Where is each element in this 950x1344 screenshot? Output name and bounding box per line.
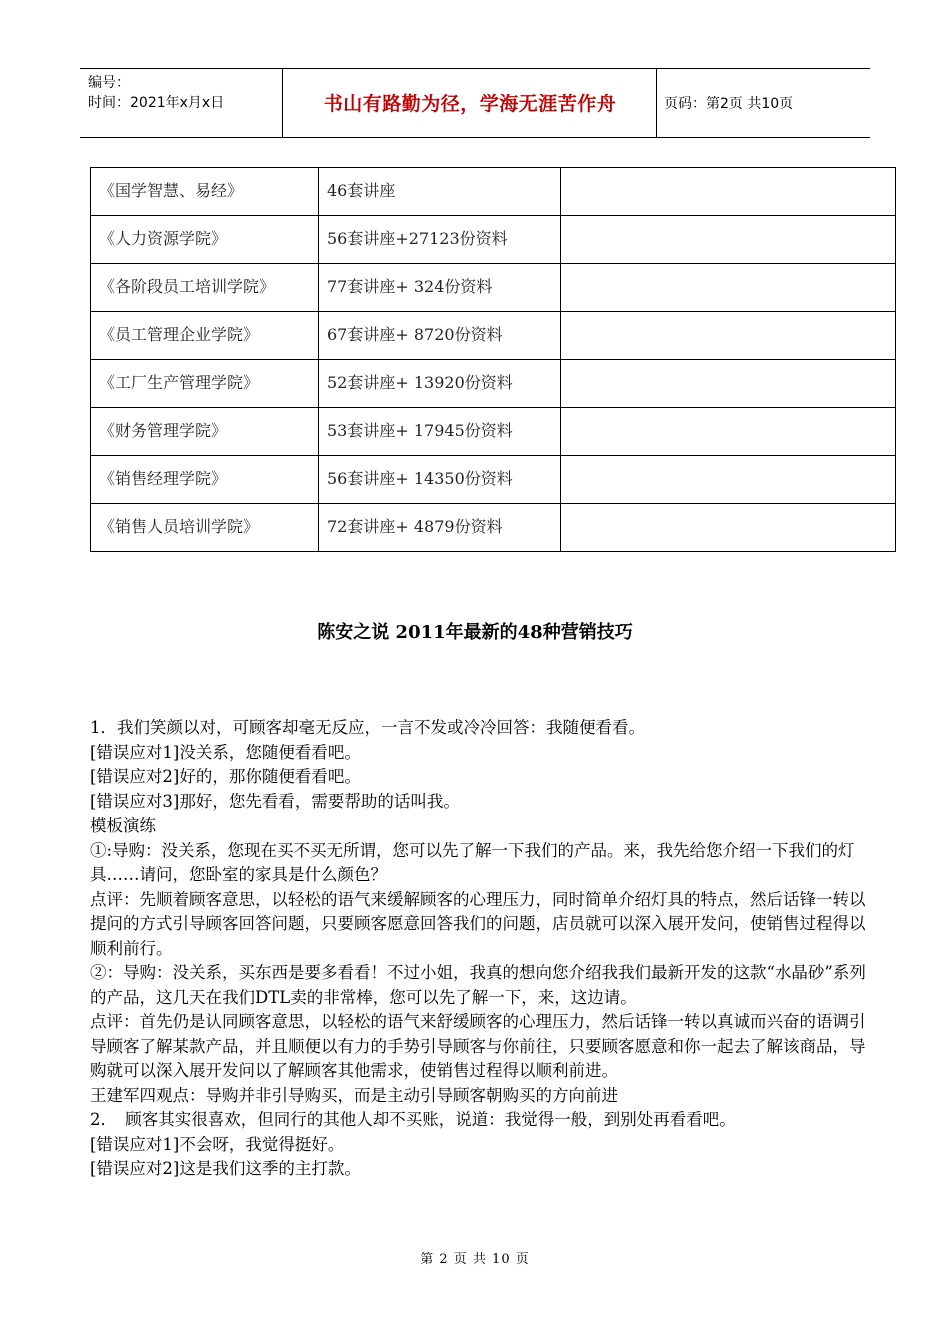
table-cell-content: 46套讲座 xyxy=(319,168,561,216)
table-cell-name: 《销售经理学院》 xyxy=(91,456,319,504)
header-divider xyxy=(282,69,283,137)
table-row xyxy=(91,360,896,408)
table-row xyxy=(91,216,896,264)
paragraph: 点评：首先仍是认同顾客意思，以轻松的语气来舒缓顾客的心理压力，然后话锋一转以真诚而兴奋的语调引导顾客了解某款产品，并且顺便以有力的手势引导顾客与你前往，只要顾客愿意和你一起去了解该商品，导购就可以深入展开发问以了解顾客其他需求，使销售过程得以顺利前进。 xyxy=(90,1012,866,1080)
page-header xyxy=(80,68,870,138)
header-page-info: 页码：第2页 共10页 xyxy=(664,96,794,112)
table-cell-note xyxy=(561,360,896,408)
table-cell-content: 72套讲座+ 4879份资料 xyxy=(319,504,561,552)
table-cell-note xyxy=(561,456,896,504)
header-divider xyxy=(656,69,657,137)
table-cell-content: 67套讲座+ 8720份资料 xyxy=(319,312,561,360)
table-cell-name: 《国学智慧、易经》 xyxy=(91,168,319,216)
table-cell-note xyxy=(561,504,896,552)
table-cell-name: 《员工管理企业学院》 xyxy=(91,312,319,360)
header-motto: 书山有路勤为径，学海无涯苦作舟 xyxy=(323,93,617,115)
table-cell-content: 52套讲座+ 13920份资料 xyxy=(319,360,561,408)
paragraph: [错误应对3]那好，您先看看，需要帮助的话叫我。 xyxy=(90,791,460,811)
table-cell-note xyxy=(561,312,896,360)
article-title: 陈安之说 2011年最新的48种营销技巧 xyxy=(317,622,633,643)
table-row xyxy=(91,168,896,216)
paragraph: 王建军四观点：导购并非引导购买，而是主动引导顾客朝购买的方向前进 xyxy=(90,1085,618,1105)
table-cell-content: 56套讲座+ 14350份资料 xyxy=(319,456,561,504)
table-cell-content: 53套讲座+ 17945份资料 xyxy=(319,408,561,456)
table-row xyxy=(91,456,896,504)
table-cell-name: 《人力资源学院》 xyxy=(91,216,319,264)
paragraph: ②：导购：没关系，买东西是要多看看！不过小姐，我真的想向您介绍我我们最新开发的这款“水晶砂”系列的产品，这几天在我们DTL卖的非常棒，您可以先了解一下，来，这边请。 xyxy=(90,963,866,1007)
table-row xyxy=(91,408,896,456)
table-cell-name: 《各阶段员工培训学院》 xyxy=(91,264,319,312)
resource-table xyxy=(90,167,896,552)
table-cell-note xyxy=(561,168,896,216)
page-footer: 第 2 页 共 10 页 xyxy=(420,1252,530,1267)
paragraph: [错误应对1]没关系，您随便看看吧。 xyxy=(90,742,361,762)
table-row xyxy=(91,264,896,312)
table-cell-note xyxy=(561,408,896,456)
paragraph: [错误应对1]不会呀，我觉得挺好。 xyxy=(90,1134,345,1154)
header-number-label: 编号： xyxy=(88,75,130,91)
table-row xyxy=(91,504,896,552)
paragraph: 模板演练 xyxy=(90,816,156,835)
table-cell-content: 77套讲座+ 324份资料 xyxy=(319,264,561,312)
paragraph: [错误应对2]这是我们这季的主打款。 xyxy=(90,1159,361,1178)
table-cell-note xyxy=(561,264,896,312)
paragraph: ①:导购：没关系，您现在买不买无所谓，您可以先了解一下我们的产品。来，我先给您介绍一下我们的灯具……请问，您卧室的家具是什么颜色？ xyxy=(90,840,855,884)
header-time-label: 时间：2021年x月x日 xyxy=(88,95,225,111)
paragraph: [错误应对2]好的，那你随便看看吧。 xyxy=(90,767,361,786)
paragraph: 点评：先顺着顾客意思，以轻松的语气来缓解顾客的心理压力，同时简单介绍灯具的特点，然后话锋一转以提问的方式引导顾客回答问题，只要顾客愿意回答我们的问题，店员就可以深入展开发问，使销售过程得以顺利前行。 xyxy=(90,889,866,958)
article-body xyxy=(90,716,870,1182)
header-meta xyxy=(88,73,224,113)
table-cell-content: 56套讲座+27123份资料 xyxy=(319,216,561,264)
paragraph: 2． 顾客其实很喜欢，但同行的其他人却不买账，说道：我觉得一般，到别处再看看吧。 xyxy=(90,1110,736,1129)
paragraph: 1．我们笑颜以对，可顾客却毫无反应，一言不发或冷冷回答：我随便看看。 xyxy=(90,718,645,737)
table-cell-note xyxy=(561,216,896,264)
table-cell-name: 《财务管理学院》 xyxy=(91,408,319,456)
table-cell-name: 《工厂生产管理学院》 xyxy=(91,360,319,408)
table-row xyxy=(91,312,896,360)
table-cell-name: 《销售人员培训学院》 xyxy=(91,504,319,552)
